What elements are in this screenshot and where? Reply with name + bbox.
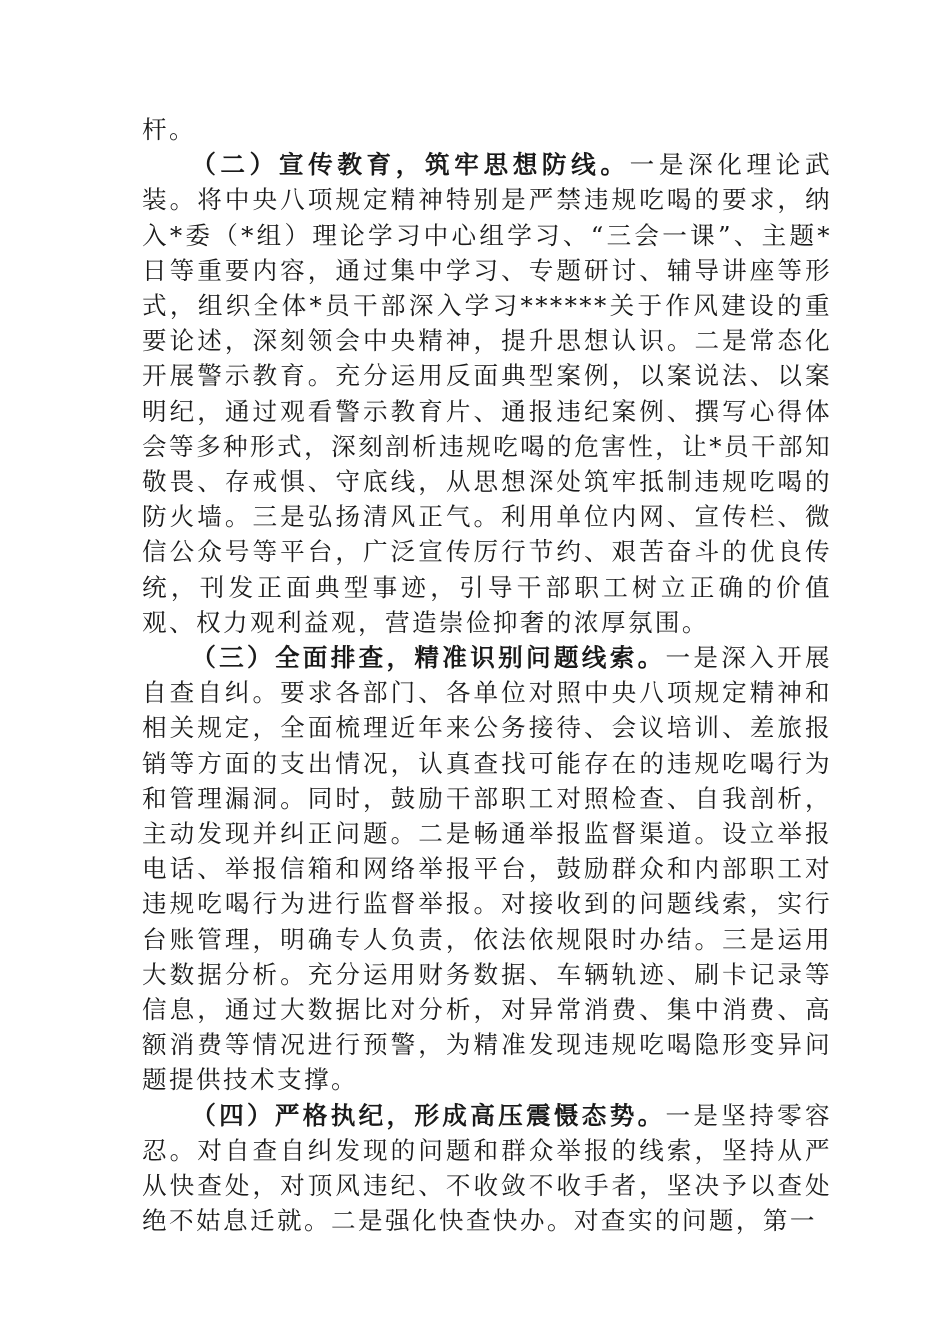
paragraph-continuation: [142, 112, 832, 147]
paragraph-section-2: [142, 147, 832, 640]
paragraph-body: 一是深化理论武装。将中央八项规定精神特别是严禁违规吃喝的要求，纳入*委（*组）理论学习中心组学习、“三会一课”、主题*日等重要内容，通过集中学习、专题研讨、辅导讲座等形式，组织全体*员干部深入学习******关于作风建设的重要论述，深刻领会中央精神，提升思想认识。二是常态化开展警示教育。充分运用反面典型案例，以案说法、以案明纪，通过观看警示教育片、通报违纪案例、撰写心得体会等多种形式，深刻剖析违规吃喝的危害性，让*员干部知敬畏、存戒惧、守底线，从思想深处筑牢抵制违规吃喝的防火墙。三是弘扬清风正气。利用单位内网、宣传栏、微信公众号等平台，广泛宣传厉行节约、艰苦奋斗的优良传统，刊发正面典型事迹，引导干部职工树立正确的价值观、权力观利益观，营造崇俭抑奢的浓厚氛围。: [142, 150, 832, 637]
section-heading: （二）宣传教育，筑牢思想防线。: [191, 150, 630, 180]
paragraph-body: 一是深入开展自查自纠。要求各部门、各单位对照中央八项规定精神和相关规定，全面梳理近年来公务接待、会议培训、差旅报销等方面的支出情况，认真查找可能存在的违规吃喝行为和管理漏洞。同时，鼓励干部职工对照检查、自我剖析，主动发现并纠正问题。二是畅通举报监督渠道。设立举报电话、举报信箱和网络举报平台，鼓励群众和内部职工对违规吃喝行为进行监督举报。对接收到的问题线索，实行台账管理，明确专人负责，依法依规限时办结。三是运用大数据分析。充分运用财务数据、车辆轨迹、刷卡记录等信息，通过大数据比对分析，对异常消费、集中消费、高额消费等情况进行预警，为精准发现违规吃喝隐形变异问题提供技术支撑。: [142, 643, 832, 1095]
document-body: [142, 112, 832, 1239]
section-heading: （四）严格执纪，形成高压震慑态势。: [191, 1100, 666, 1130]
paragraph-section-4: [142, 1098, 832, 1239]
paragraph-section-3: [142, 640, 832, 1098]
paragraph-body: 杆。: [142, 115, 196, 144]
paragraph-body: 一是坚持零容忍。对自查自纠发现的问题和群众举报的线索，坚持从严从快查处，对顶风违纪、不收敛不收手者，坚决予以查处绝不姑息迁就。二是强化快查快办。对查实的问题，第一: [142, 1100, 832, 1236]
section-heading: （三）全面排查，精准识别问题线索。: [191, 643, 666, 673]
